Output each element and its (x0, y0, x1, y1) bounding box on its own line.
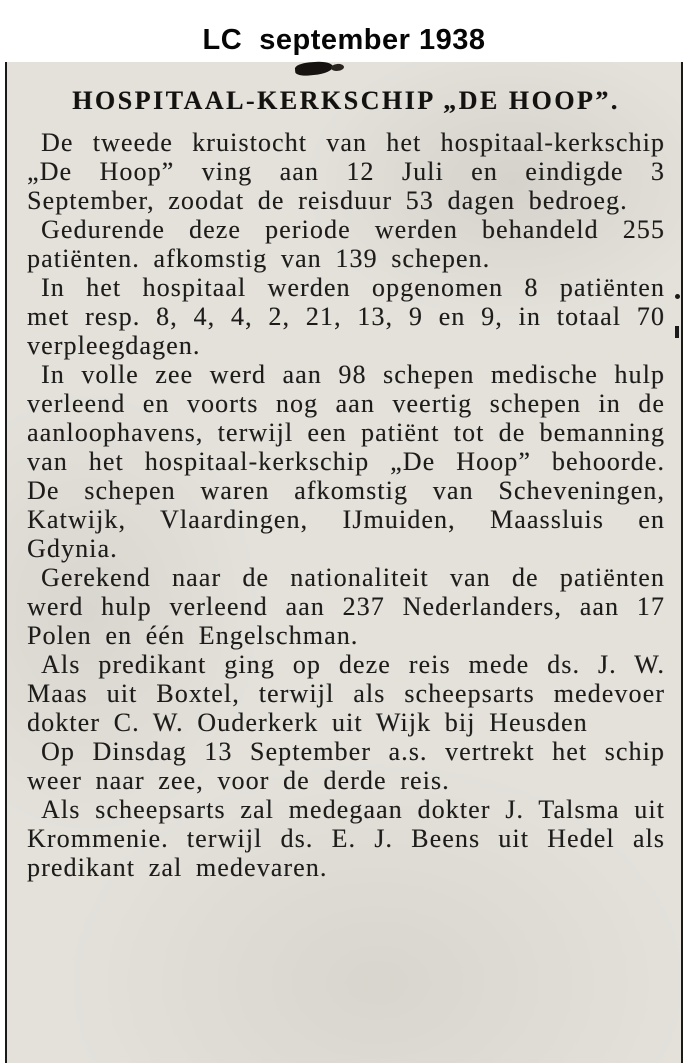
ink-smudge (295, 60, 334, 76)
article-paragraph: Als predikant ging op deze reis mede ds. J. W. Maas uit Boxtel, terwijl als scheepsarts medevoer dokter C. W. Ouderkerk uit Wijk bij Heusden (27, 650, 665, 737)
page-caption: LC september 1938 (202, 24, 486, 56)
article-paragraph: Op Dinsdag 13 September a.s. vertrekt het schip weer naar zee, voor de derde reis. (27, 737, 665, 795)
scan-artifact (675, 294, 680, 299)
article-paragraph: Gedurende deze periode werden behandeld 255 patiënten. afkomstig van 139 schepen. (27, 215, 665, 273)
article-paragraph: Als scheepsarts zal medegaan dokter J. Talsma uit Krommenie. terwijl ds. E. J. Beens uit Hedel als predikant zal medevaren. (27, 795, 665, 882)
article-paragraph: In het hospitaal werden opgenomen 8 patiënten met resp. 8, 4, 4, 2, 21, 13, 9 en 9, in totaal 70 verpleegdagen. (27, 273, 665, 360)
scan-artifact (675, 326, 679, 338)
article-headline: HOSPITAAL-KERKSCHIP „DE HOOP”. (72, 86, 620, 115)
article-paragraph: De tweede kruistocht van het hospitaal-kerkschip „De Hoop” ving aan 12 Juli en eindigde 3 September, zoodat de reisduur 53 dagen bedroeg. (27, 128, 665, 215)
article-paragraph: Gerekend naar de nationaliteit van de patiënten werd hulp verleend aan 237 Nederlanders, aan 17 Polen en één Engelschman. (27, 563, 665, 650)
article-body (27, 128, 665, 882)
article-paragraph: In volle zee werd aan 98 schepen medische hulp verleend en voorts nog aan veertig schepen in de aanloophavens, terwijl een patiënt tot de bemanning van het hospitaal-kerkschip „De Hoop” behoorde. De schepen waren afkomstig van Scheveningen, Katwijk, Vlaardingen, IJmuiden, Maassluis en Gdynia. (27, 360, 665, 563)
newspaper-clipping (5, 62, 683, 1063)
